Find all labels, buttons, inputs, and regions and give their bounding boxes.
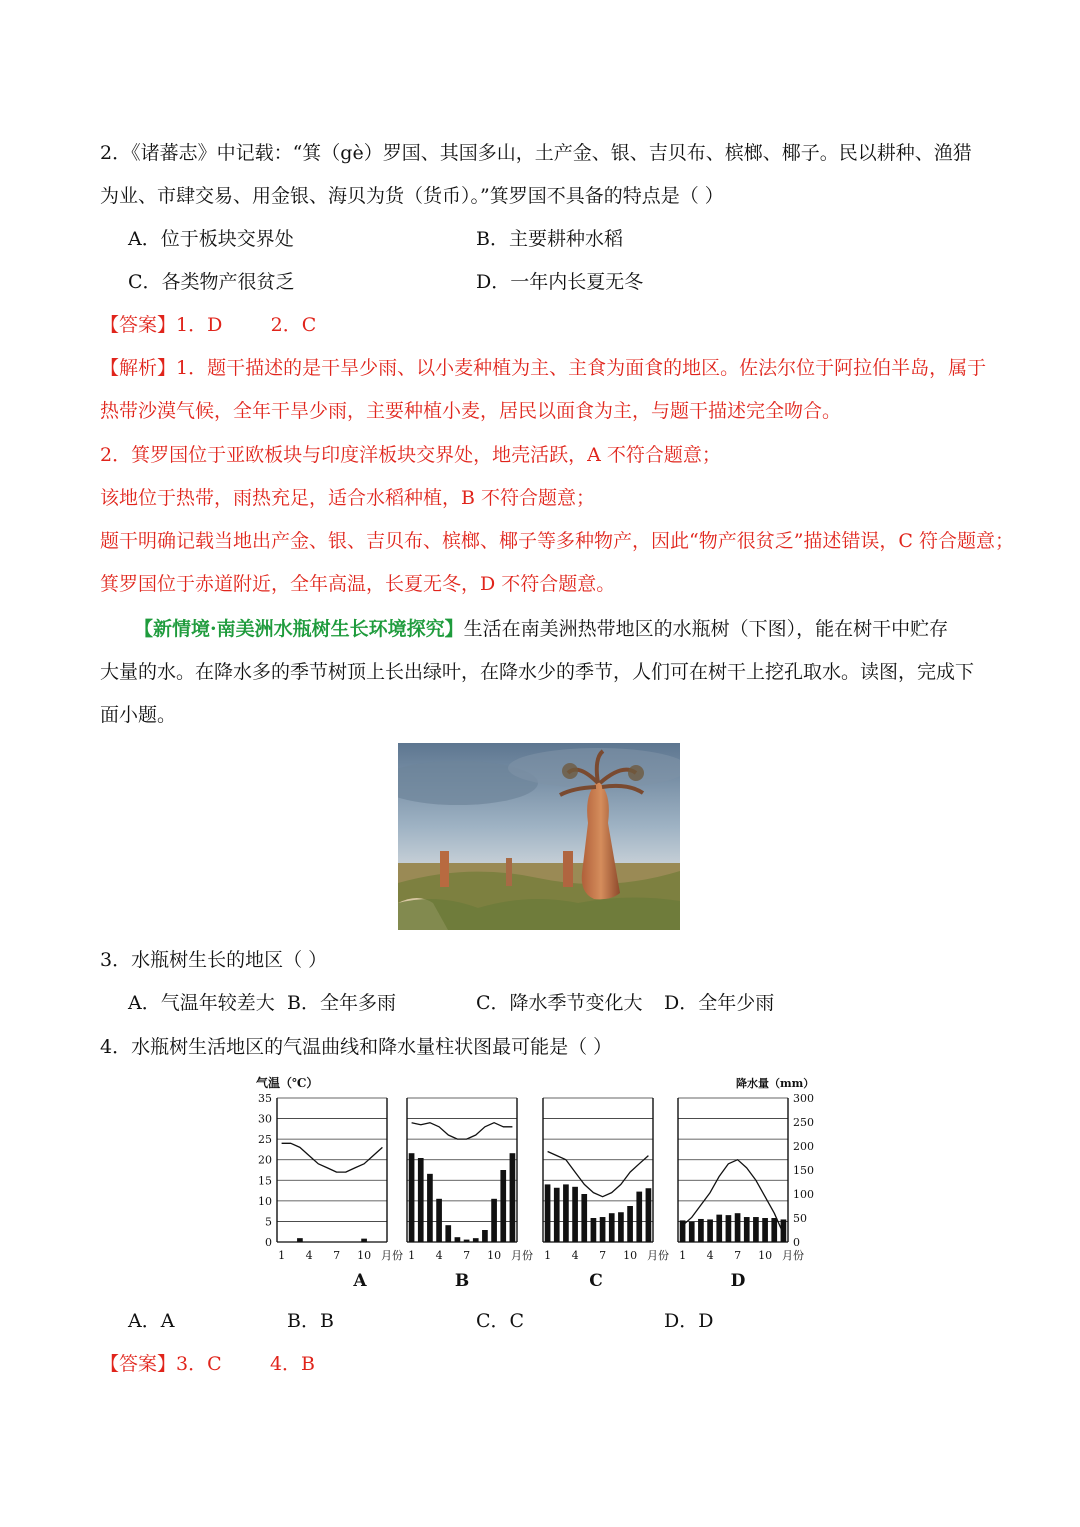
temp-tick-label: 30 bbox=[258, 1112, 272, 1126]
month-tick-label: 4 bbox=[706, 1249, 714, 1262]
precipitation-bar bbox=[427, 1174, 433, 1242]
panel-label: D bbox=[730, 1271, 746, 1291]
precipitation-bar bbox=[545, 1184, 551, 1242]
q4-stem: 4．水瓶树生活地区的气温曲线和降水量柱状图最可能是（ ） bbox=[100, 1036, 613, 1058]
precipitation-bar bbox=[418, 1158, 424, 1242]
answer-block-2 bbox=[100, 1352, 315, 1376]
precipitation-bar bbox=[473, 1238, 479, 1242]
analysis-line5: 题干明确记载当地出产金、银、吉贝布、槟榔、椰子等多种物产，因此“物产很贫乏”描述错误，C 符合题意； bbox=[100, 530, 1015, 552]
month-tick-label: 1 bbox=[278, 1249, 286, 1262]
precipitation-bar bbox=[563, 1184, 569, 1242]
temp-tick-label: 25 bbox=[258, 1133, 272, 1147]
temp-tick-label: 5 bbox=[265, 1215, 272, 1229]
precipitation-bar bbox=[500, 1170, 506, 1242]
chart-panel-b bbox=[407, 1098, 533, 1291]
precipitation-bar bbox=[698, 1219, 704, 1242]
q2-option-b: B．主要耕种水稻 bbox=[476, 228, 623, 250]
temp-tick-label: 0 bbox=[265, 1236, 272, 1249]
precipitation-bar bbox=[762, 1218, 768, 1242]
temperature-curve bbox=[683, 1160, 784, 1234]
precipitation-bar bbox=[707, 1219, 713, 1242]
month-tick-label: 10 bbox=[623, 1249, 638, 1262]
precipitation-bar bbox=[716, 1215, 722, 1242]
month-tick-label: 10 bbox=[487, 1249, 502, 1262]
precip-tick-label: 100 bbox=[793, 1188, 814, 1201]
analysis-label: 【解析】 bbox=[100, 357, 177, 379]
q3-option-c: C．降水季节变化大 bbox=[476, 992, 643, 1014]
panel-label: C bbox=[589, 1271, 603, 1291]
precipitation-bar bbox=[646, 1188, 652, 1242]
precip-tick-label: 300 bbox=[793, 1092, 814, 1105]
precip-tick-label: 250 bbox=[793, 1116, 814, 1129]
q3-option-d: D．全年少雨 bbox=[664, 992, 775, 1014]
temp-tick-label: 15 bbox=[258, 1174, 272, 1188]
precipitation-bar bbox=[600, 1217, 606, 1242]
precip-tick-label: 50 bbox=[793, 1212, 807, 1225]
context-line2: 大量的水。在降水多的季节树顶上长出绿叶，在降水少的季节，人们可在树干上挖孔取水。读图，完成下 bbox=[100, 661, 975, 683]
month-tick-label: 4 bbox=[571, 1249, 579, 1262]
month-tick-label: 10 bbox=[758, 1249, 773, 1262]
answer-label: 【答案】 bbox=[100, 314, 177, 336]
temperature-curve bbox=[548, 1152, 649, 1197]
month-tick-label: 4 bbox=[305, 1249, 313, 1262]
climate-charts-svg bbox=[250, 1070, 820, 1300]
chart-panel-d bbox=[678, 1098, 804, 1291]
panel-label: A bbox=[353, 1271, 367, 1291]
q3-option-b: B．全年多雨 bbox=[287, 992, 396, 1014]
month-tick-label: 1 bbox=[544, 1249, 552, 1262]
precipitation-bar bbox=[726, 1215, 732, 1242]
panel-label: B bbox=[454, 1271, 470, 1291]
analysis-line4: 该地位于热带，雨热充足，适合水稻种植，B 不符合题意； bbox=[100, 487, 596, 509]
precipitation-axis-title: 降水量（mm） bbox=[736, 1077, 815, 1090]
precipitation-bar bbox=[482, 1230, 488, 1242]
q3-option-a: A．气温年较差大 bbox=[128, 992, 275, 1014]
q2-stem-line1: 2．《诸蕃志》中记载：“箕（gè）罗国、其国多山，土产金、银、吉贝布、槟榔、椰子。民以耕种、渔猎 bbox=[100, 142, 972, 164]
precipitation-bar bbox=[591, 1218, 597, 1242]
month-tick-label: 7 bbox=[463, 1249, 471, 1262]
month-unit-label: 月份 bbox=[782, 1249, 804, 1262]
analysis-line1 bbox=[100, 356, 986, 380]
answer-text: 1．D 2．C bbox=[176, 314, 317, 336]
answer-text-2: 3．C 4．B bbox=[176, 1353, 316, 1375]
month-tick-label: 7 bbox=[599, 1249, 607, 1262]
precipitation-bar bbox=[409, 1153, 415, 1242]
q4-option-c: C．C bbox=[476, 1310, 525, 1332]
month-tick-label: 7 bbox=[734, 1249, 742, 1262]
q2-stem-line2: 为业、市肆交易、用金银、海贝为货（货币）。”箕罗国不具备的特点是（ ） bbox=[100, 185, 724, 207]
precipitation-bar bbox=[689, 1222, 695, 1242]
q4-option-d: D．D bbox=[664, 1310, 714, 1332]
precipitation-bar bbox=[609, 1213, 615, 1242]
precipitation-bar bbox=[753, 1217, 759, 1242]
q2-option-d: D．一年内长夏无冬 bbox=[476, 271, 644, 293]
precip-tick-label: 200 bbox=[793, 1140, 814, 1153]
q2-option-a: A．位于板块交界处 bbox=[128, 228, 294, 250]
precipitation-bar bbox=[464, 1240, 470, 1242]
precipitation-bar bbox=[455, 1237, 461, 1242]
analysis-line6: 箕罗国位于赤道附近，全年高温，长夏无冬，D 不符合题意。 bbox=[100, 573, 616, 595]
bottle-tree-photo bbox=[398, 743, 680, 930]
precipitation-bar bbox=[627, 1206, 633, 1242]
month-tick-label: 10 bbox=[357, 1249, 372, 1262]
q4-option-a: A．A bbox=[128, 1310, 175, 1332]
precipitation-bar bbox=[618, 1212, 624, 1242]
month-unit-label: 月份 bbox=[511, 1249, 533, 1262]
temperature-curve bbox=[282, 1143, 383, 1172]
precipitation-bar bbox=[297, 1238, 303, 1242]
temp-tick-label: 10 bbox=[258, 1194, 272, 1208]
precipitation-bar bbox=[636, 1192, 642, 1242]
precipitation-bar bbox=[436, 1199, 442, 1242]
month-unit-label: 月份 bbox=[381, 1249, 403, 1262]
analysis-line2: 热带沙漠气候，全年干旱少雨，主要种植小麦，居民以面食为主，与题干描述完全吻合。 bbox=[100, 400, 842, 422]
precip-tick-label: 0 bbox=[793, 1236, 800, 1249]
temperature-curve bbox=[412, 1123, 513, 1139]
precip-tick-label: 150 bbox=[793, 1164, 814, 1177]
precipitation-bar bbox=[771, 1218, 777, 1242]
q3-stem: 3．水瓶树生长的地区（ ） bbox=[100, 949, 328, 971]
month-tick-label: 4 bbox=[435, 1249, 443, 1262]
month-unit-label: 月份 bbox=[647, 1249, 669, 1262]
month-tick-label: 1 bbox=[408, 1249, 416, 1262]
climate-charts bbox=[250, 1070, 820, 1300]
precipitation-bar bbox=[510, 1153, 516, 1242]
month-tick-label: 1 bbox=[679, 1249, 687, 1262]
precipitation-bar bbox=[581, 1194, 587, 1242]
analysis-text-1: 1．题干描述的是干旱少雨、以小麦种植为主、主食为面食的地区。佐法尔位于阿拉伯半岛，属于 bbox=[176, 357, 987, 379]
context-text-1: 生活在南美洲热带地区的水瓶树（下图），能在树干中贮存 bbox=[463, 618, 949, 640]
temperature-axis-title: 气温（℃） bbox=[256, 1076, 319, 1090]
precipitation-bar bbox=[445, 1225, 451, 1242]
precipitation-bar bbox=[361, 1239, 367, 1242]
precipitation-bar bbox=[491, 1199, 497, 1242]
month-tick-label: 7 bbox=[333, 1249, 341, 1262]
q4-option-b: B．B bbox=[287, 1310, 334, 1332]
precipitation-bar bbox=[744, 1217, 750, 1242]
context-line1 bbox=[134, 617, 948, 641]
temp-tick-label: 35 bbox=[258, 1092, 272, 1105]
answer-block-1 bbox=[100, 313, 316, 337]
precipitation-bar bbox=[572, 1187, 578, 1242]
q2-option-c: C．各类物产很贫乏 bbox=[128, 271, 295, 293]
temp-tick-label: 20 bbox=[258, 1153, 272, 1167]
context-line3: 面小题。 bbox=[100, 704, 177, 726]
precipitation-bar bbox=[735, 1213, 741, 1242]
analysis-line3: 2．箕罗国位于亚欧板块与印度洋板块交界处，地壳活跃，A 不符合题意； bbox=[100, 444, 721, 466]
chart-panel-a bbox=[277, 1098, 403, 1291]
chart-panel-c bbox=[543, 1098, 669, 1291]
answer-label-2: 【答案】 bbox=[100, 1353, 177, 1375]
precipitation-bar bbox=[554, 1188, 560, 1242]
context-tag: 【新情境·南美洲水瓶树生长环境探究】 bbox=[134, 618, 464, 640]
